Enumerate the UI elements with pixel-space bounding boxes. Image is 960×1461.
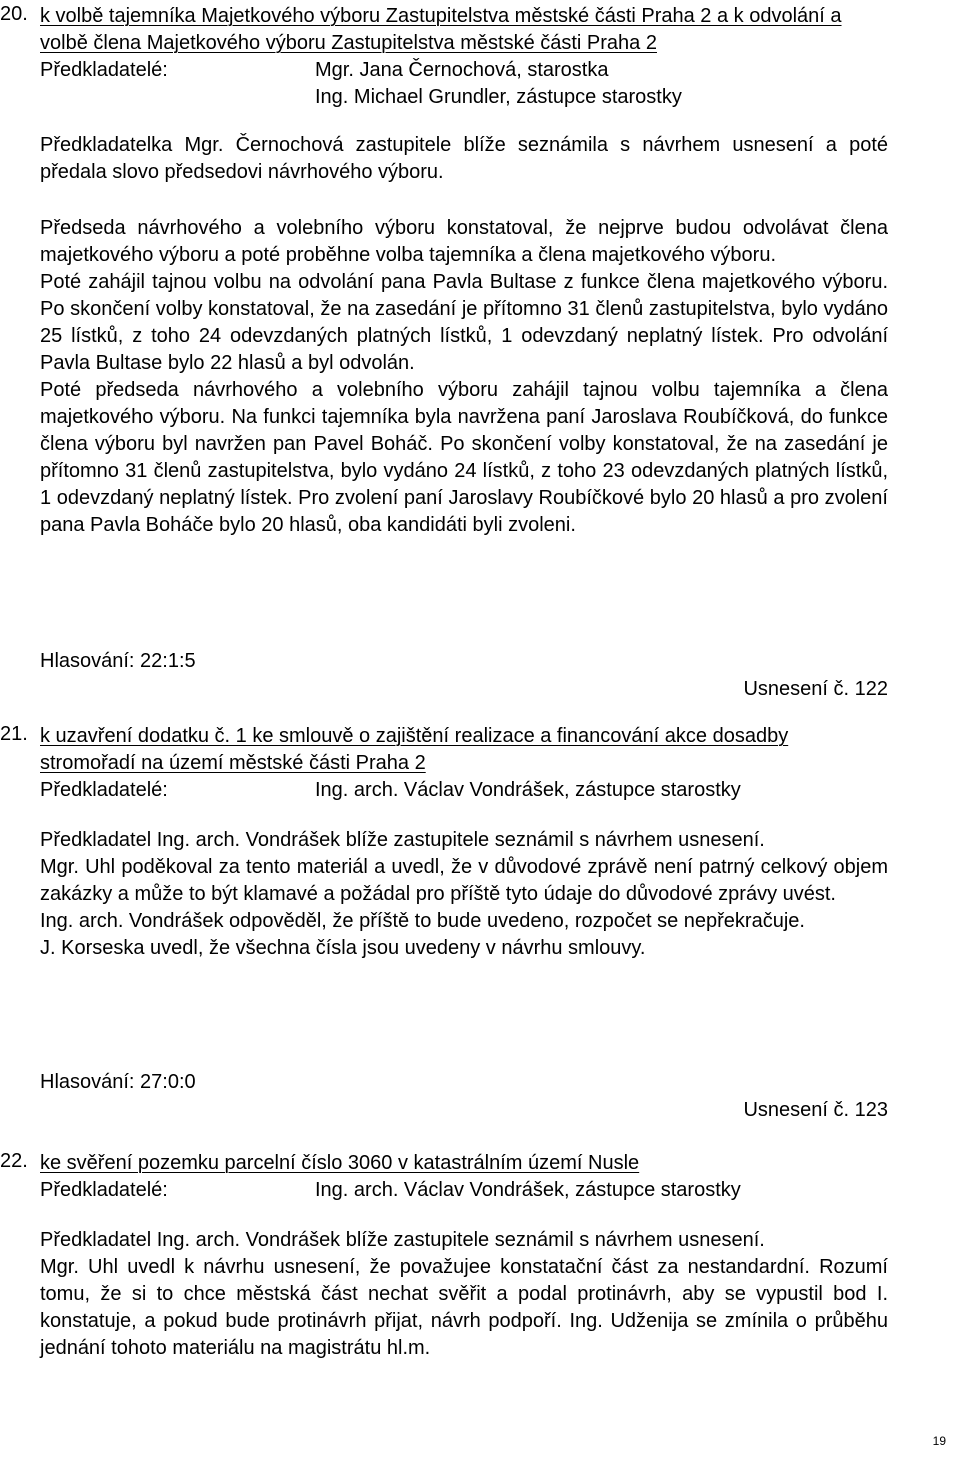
proposers-label: Předkladatelé: <box>40 779 168 801</box>
paragraph: Předkladatel Ing. arch. Vondrášek blíže zastupitele seznámil s návrhem usnesení. <box>40 829 765 851</box>
paragraph: Poté zahájil tajnou volbu na odvolání pana Pavla Bultase z funkce člena majetkového výboru. Po skončení volby konstatoval, že na zasedání je přítomno 31 členů zastupitelstva, bylo vydáno 25 lístků, z toho 24 odevzdaných platných lístků, 1 odevzdaný neplatný lístek. Pro odvolání Pavla Bultase bylo 22 hlasů a byl odvolán. <box>40 271 888 374</box>
voting-result: Hlasování: 27:0:0 <box>40 1071 196 1093</box>
proposers-row <box>40 1177 888 1204</box>
proposers-label: Předkladatelé: <box>40 59 168 81</box>
item-title: ke svěření pozemku parcelní číslo 3060 v katastrálním území Nusle <box>40 1152 640 1174</box>
proposers-label: Předkladatelé: <box>40 1179 168 1201</box>
proposers-row <box>40 84 888 111</box>
voting-result: Hlasování: 22:1:5 <box>40 650 196 672</box>
proposer-name: Mgr. Jana Černochová, starostka <box>315 59 609 81</box>
item-title: k volbě tajemníka Majetkového výboru Zastupitelstva městské části Praha 2 a k odvolání a volbě člena Majetkového výboru Zastupitelstva městské části Praha 2 <box>40 5 842 54</box>
page-number: 19 <box>932 1434 946 1448</box>
paragraph: Předseda návrhového a volebního výboru konstatoval, že nejprve budou odvolávat člena majetkového výboru a poté proběhne volba tajemníka a člena majetkového výboru. <box>40 217 888 266</box>
item-number: 20. <box>0 3 28 25</box>
proposers-row <box>40 57 888 84</box>
paragraph: Poté předseda návrhového a volebního výboru zahájil tajnou volbu tajemníka a člena majetkového výboru. Na funkci tajemníka byla navržena paní Jaroslava Roubíčková, do funkce člena výboru byl navržen pan Pavel Boháč. Po skončení volby konstatoval, že na zasedání je přítomno 31 členů zastupitelstva, bylo vydáno 24 lístků, z toho 23 odevzdaných platných lístků, 1 odevzdaný neplatný lístek. Pro zvolení paní Jaroslavy Roubíčkové bylo 20 hlasů a pro zvolení pana Pavla Boháče bylo 20 hlasů, oba kandidáti byli zvoleni. <box>40 379 888 536</box>
paragraph: Mgr. Uhl uvedl k návrhu usnesení, že považujee konstatační část za nestandardní. Rozumí tomu, že si to chce městská část nechat svěřit a podal protinávrh, aby se vypustil bod I. konstatuje, a pokud bude protinávrh přijat, návrh podpoří. Ing. Udženija se zmínila o průběhu jednání tohoto materiálu na magistrátu hl.m. <box>40 1256 888 1359</box>
paragraph: J. Korseska uvedl, že všechna čísla jsou uvedeny v návrhu smlouvy. <box>40 937 646 959</box>
paragraph: Mgr. Uhl poděkoval za tento materiál a uvedl, že v důvodové zprávě není patrný celkový objem zakázky a může to být klamavé a požádal pro příště tyto údaje do důvodové zprávy uvést. <box>40 856 888 905</box>
paragraph: Předkladatelka Mgr. Černochová zastupitele blíže seznámila s návrhem usnesení a poté předala slovo předsedovi návrhového výboru. <box>40 134 888 183</box>
proposers-row <box>40 777 888 804</box>
resolution-number: Usnesení č. 123 <box>743 1099 888 1121</box>
paragraph: Ing. arch. Vondrášek odpověděl, že příště to bude uvedeno, rozpočet se nepřekračuje. <box>40 910 805 932</box>
proposer-name: Ing. Michael Grundler, zástupce starostky <box>315 86 682 108</box>
paragraph: Předkladatel Ing. arch. Vondrášek blíže zastupitele seznámil s návrhem usnesení. <box>40 1229 765 1251</box>
resolution-number: Usnesení č. 122 <box>743 678 888 700</box>
proposer-name: Ing. arch. Václav Vondrášek, zástupce starostky <box>315 1179 741 1201</box>
item-number: 21. <box>0 723 28 745</box>
item-number: 22. <box>0 1150 28 1172</box>
proposer-name: Ing. arch. Václav Vondrášek, zástupce starostky <box>315 779 741 801</box>
item-title: k uzavření dodatku č. 1 ke smlouvě o zajištění realizace a financování akce dosadby stromořadí na území městské části Praha 2 <box>40 725 789 774</box>
